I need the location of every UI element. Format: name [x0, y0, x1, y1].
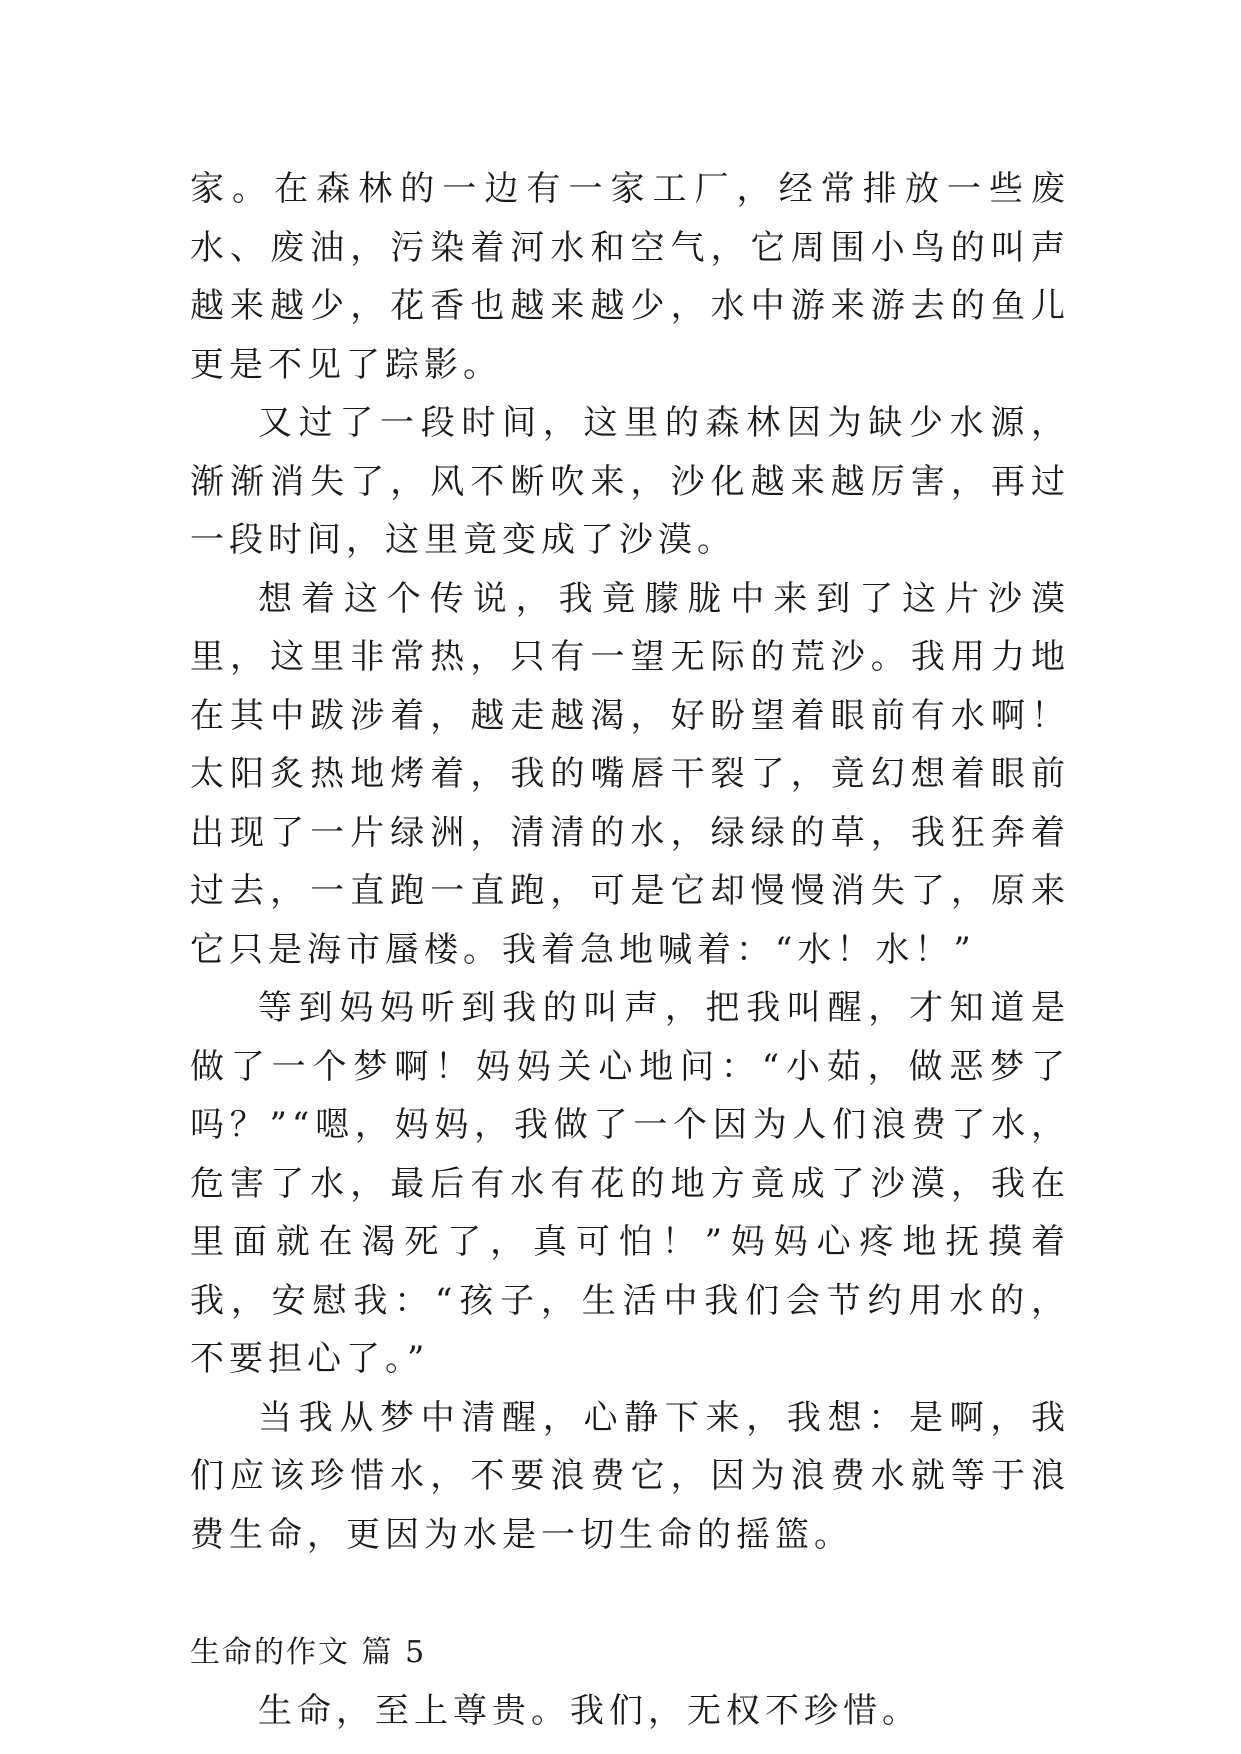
section-heading: 生命的作文 篇 5	[190, 1635, 427, 1670]
paragraph-desert-dream: 想着这个传说，我竟朦胧中来到了这片沙漠里，这里非常热，只有一望无际的荒沙。我用力地在其中跋涉着，越走越渴，好盼望着眼前有水啊！太阳炙热地烤着，我的嘴唇干裂了，竟幻想着眼前出现了一片绿洲，清清的水，绿绿的草，我狂奔着过去，一直跑一直跑，可是它却慢慢消失了，原来它只是海市蜃楼。我着急地喊着：“水！水！”	[190, 578, 1070, 970]
paragraph-life-precious: 生命，至上尊贵。我们，无权不珍惜。	[258, 1691, 921, 1731]
document-page	[190, 160, 1070, 1741]
paragraph-conclusion: 当我从梦中清醒，心静下来，我想：是啊，我们应该珍惜水，不要浪费它，因为浪费水就等于浪费生命，更因为水是一切生命的摇篮。	[190, 1397, 1070, 1555]
paragraph-forest-disappears: 又过了一段时间，这里的森林因为缺少水源，渐渐消失了，风不断吹来，沙化越来越厉害，再过一段时间，这里竟变成了沙漠。	[190, 403, 1070, 560]
paragraph-continuation: 家。在森林的一边有一家工厂，经常排放一些废水、废油，污染着河水和空气，它周围小鸟的叫声越来越少，花香也越来越少，水中游来游去的鱼儿更是不见了踪影。	[190, 169, 1070, 385]
paragraph-mother-wakes: 等到妈妈听到我的叫声，把我叫醒，才知道是做了一个梦啊！妈妈关心地问：“小茹，做恶梦了吗？”“嗯，妈妈，我做了一个因为人们浪费了水，危害了水，最后有水有花的地方竟成了沙漠，我在里面就在渴死了，真可怕！”妈妈心疼地抚摸着我，安慰我：“孩子，生活中我们会节约用水的，不要担心了。”	[190, 988, 1070, 1379]
